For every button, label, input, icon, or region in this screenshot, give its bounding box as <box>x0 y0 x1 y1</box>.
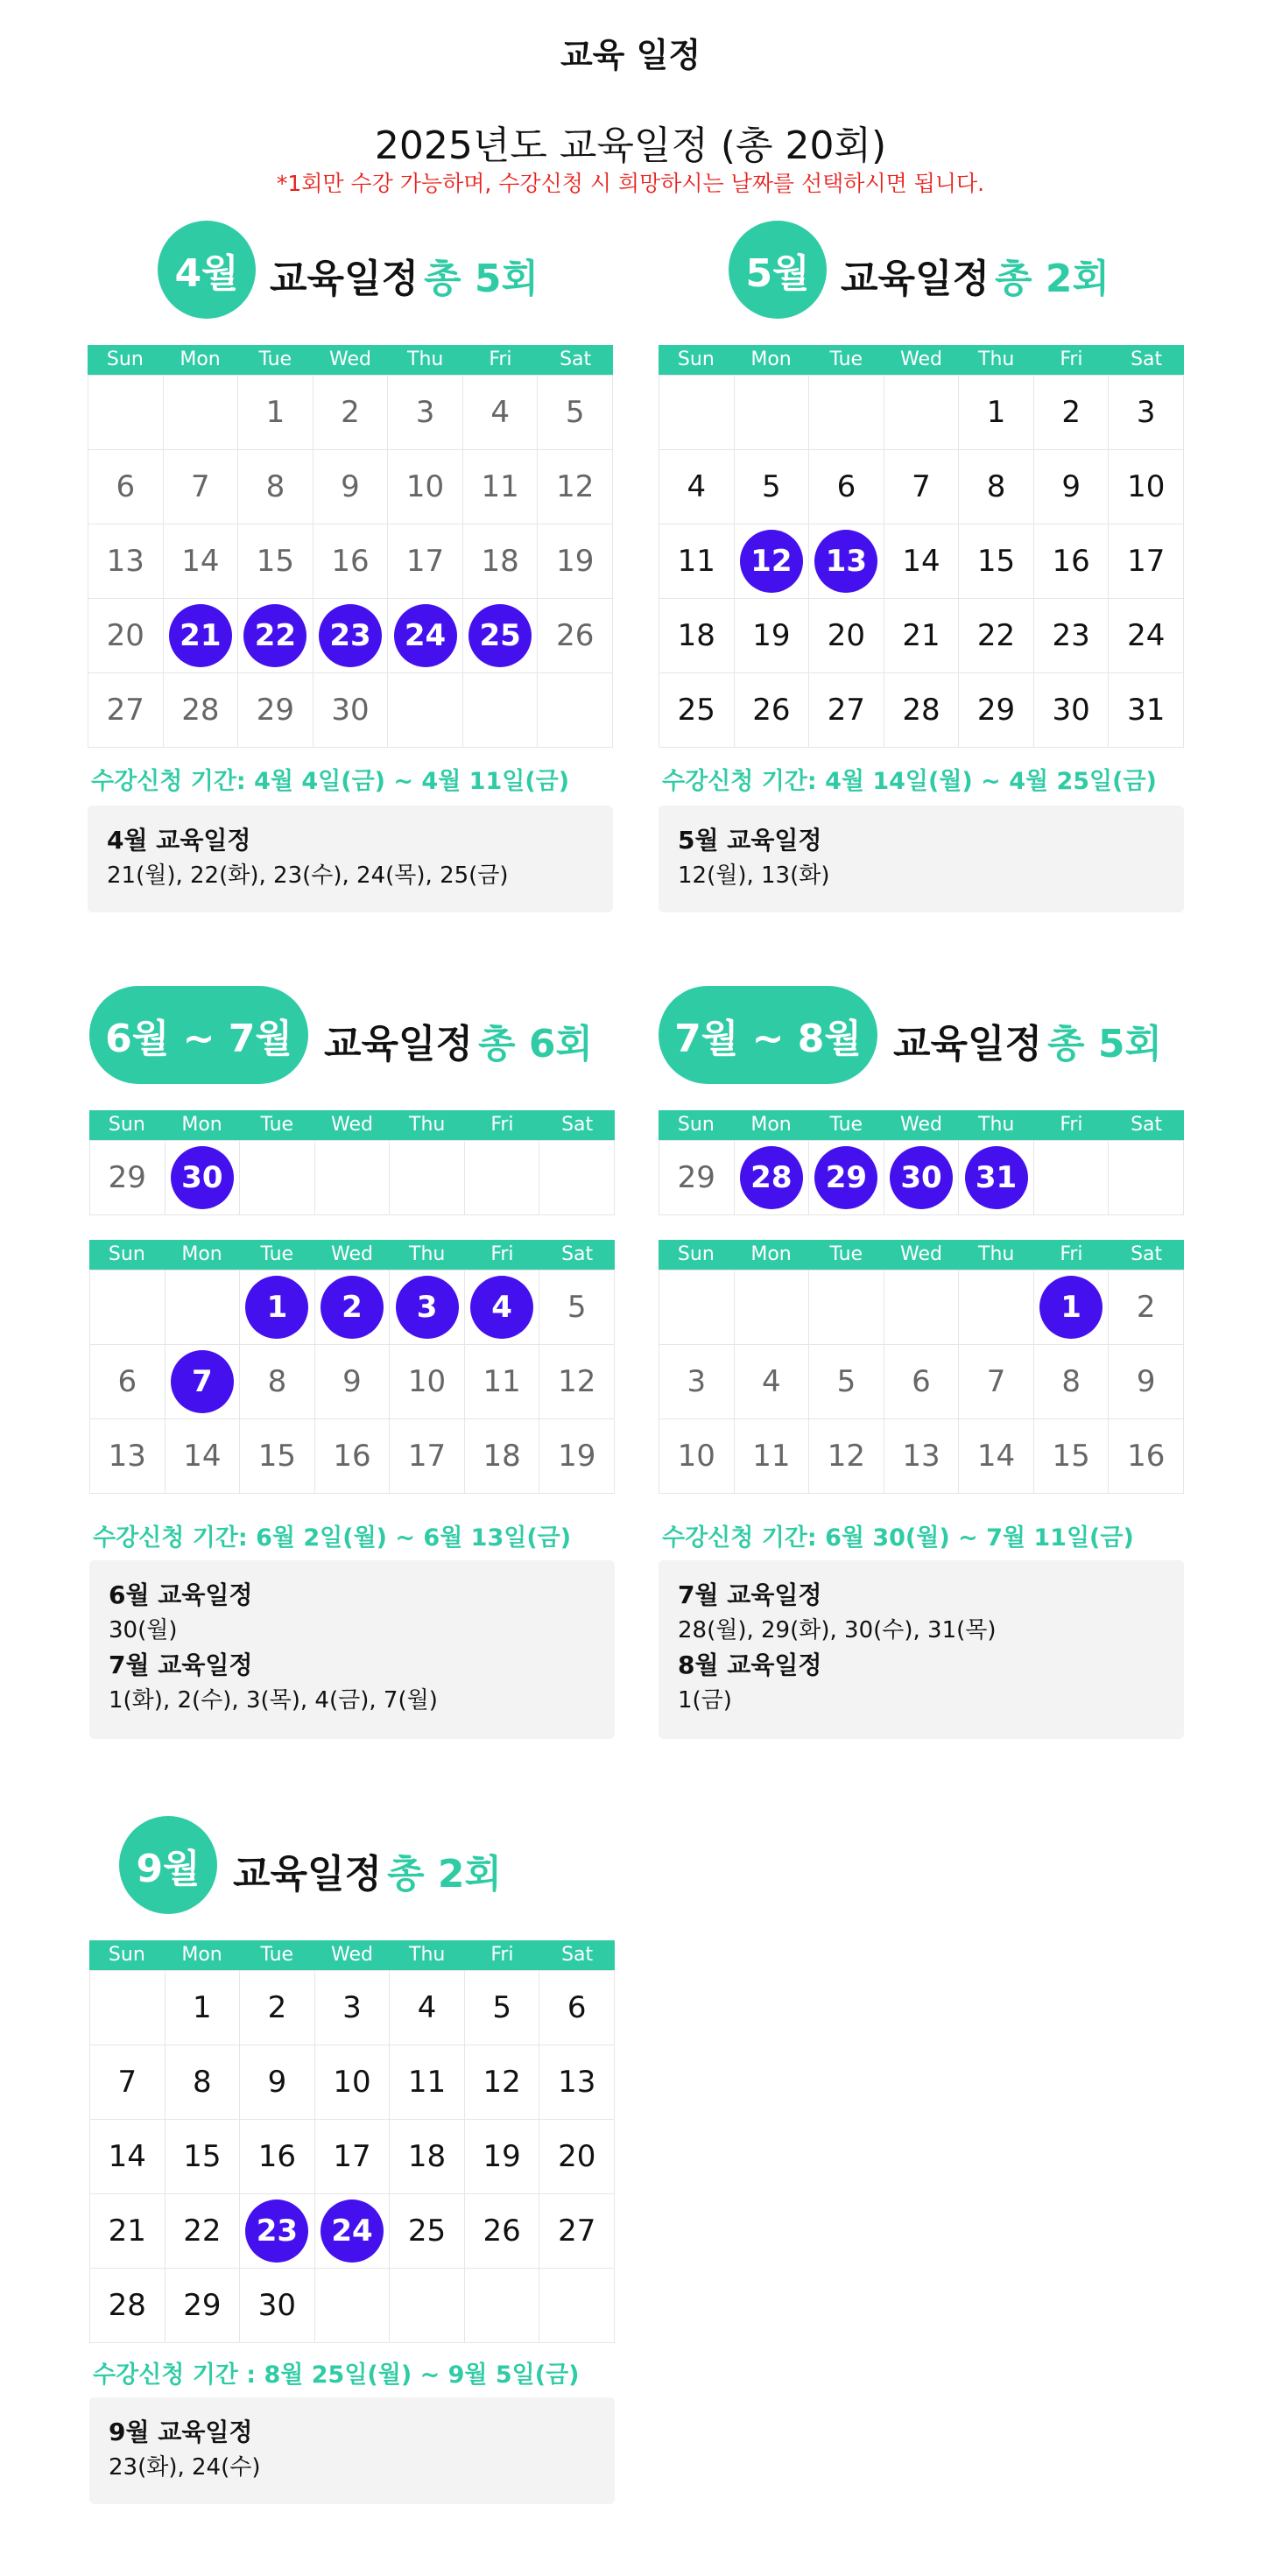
calendar-day-cell: 12 <box>809 1419 884 1494</box>
calendar-empty-cell <box>659 1270 735 1345</box>
calendar-day-cell: 29 <box>659 1141 735 1215</box>
training-day-marker: 13 <box>814 530 877 593</box>
weekday-label: Sun <box>108 1944 145 1966</box>
calendar-day-cell: 26 <box>465 2194 540 2269</box>
calendar-empty-cell <box>166 1270 241 1345</box>
schedule-dates: 30(월) <box>109 1617 178 1643</box>
calendar-day-cell: 19 <box>538 524 613 599</box>
calendar-empty-cell <box>90 1270 166 1345</box>
weekday-label: Sat <box>561 1243 594 1265</box>
calendar-day-cell: 31 <box>1109 673 1184 748</box>
calendar-day-cell: 2 <box>240 1971 315 2045</box>
calendar-day-cell: 9 <box>240 2045 315 2120</box>
calendar-empty-cell <box>390 2269 465 2343</box>
month-badge: 6월 ~ 7월 <box>89 986 308 1084</box>
calendar-day-cell: 10 <box>1109 450 1184 524</box>
calendar-day-cell: 16 <box>313 524 389 599</box>
section-heading: 교육일정 총 5회 <box>893 1022 1162 1066</box>
calendar-day-cell: 28 <box>90 2269 166 2343</box>
training-day-marker: 31 <box>965 1146 1028 1209</box>
calendar-empty-cell <box>1109 1141 1184 1215</box>
registration-period: 수강신청 기간: 6월 30(월) ~ 7월 11일(금) <box>662 1524 1134 1552</box>
weekday-label: Fri <box>490 1114 514 1136</box>
weekday-label: Sun <box>108 1114 145 1136</box>
section-june-july <box>89 986 615 1739</box>
weekday-label: Sat <box>1131 1243 1163 1265</box>
calendar-empty-cell <box>1034 1141 1110 1215</box>
weekday-label: Wed <box>331 1944 373 1966</box>
calendar-day-cell: 7 <box>90 2045 166 2120</box>
calendar-day-cell: 16 <box>315 1419 391 1494</box>
calendar-day-cell: 19 <box>735 599 810 673</box>
calendar-day-cell: 9 <box>313 450 389 524</box>
calendar-empty-cell <box>465 1141 540 1215</box>
weekday-header <box>88 345 613 375</box>
calendar-day-cell: 27 <box>539 2194 615 2269</box>
calendar-grid <box>659 375 1184 748</box>
calendar-day-cell <box>166 1141 241 1215</box>
weekday-label: Sun <box>106 348 144 370</box>
calendar-day-cell: 20 <box>809 599 884 673</box>
calendar-day-cell: 29 <box>959 673 1034 748</box>
training-day-marker: 25 <box>468 604 532 667</box>
calendar-day-cell: 21 <box>884 599 960 673</box>
calendar-day-cell: 21 <box>90 2194 166 2269</box>
calendar-day-cell: 5 <box>538 376 613 450</box>
training-day-marker: 24 <box>321 2199 384 2263</box>
calendar-day-cell: 11 <box>659 524 735 599</box>
training-day-marker: 12 <box>740 530 803 593</box>
registration-period: 수강신청 기간 : 8월 25일(월) ~ 9월 5일(금) <box>93 2361 580 2389</box>
calendar-empty-cell <box>315 2269 391 2343</box>
calendar-day-cell: 20 <box>88 599 164 673</box>
weekday-label: Sat <box>561 1944 594 1966</box>
month-badge: 5월 <box>729 221 827 319</box>
calendar-day-cell: 18 <box>659 599 735 673</box>
calendar-day-cell <box>388 599 463 673</box>
calendar-day-cell <box>463 599 539 673</box>
calendar-empty-cell <box>735 1270 810 1345</box>
page-title: 교육 일정 <box>560 36 701 74</box>
calendar-day-cell <box>238 599 313 673</box>
calendar-day-cell <box>884 1141 960 1215</box>
calendar-day-cell <box>735 1141 810 1215</box>
calendar-day-cell: 9 <box>1109 1345 1184 1419</box>
calendar-day-cell <box>164 599 239 673</box>
weekday-label: Wed <box>331 1243 373 1265</box>
calendar-day-cell: 5 <box>539 1270 615 1345</box>
calendar-day-cell: 11 <box>735 1419 810 1494</box>
calendar-day-cell: 7 <box>959 1345 1034 1419</box>
section-heading: 교육일정 총 5회 <box>270 257 539 301</box>
schedule-month-title: 5월 교육일정 <box>678 826 822 855</box>
weekday-label: Mon <box>181 1243 222 1265</box>
weekday-label: Thu <box>409 1944 446 1966</box>
calendar-day-cell <box>240 1270 315 1345</box>
section-header <box>659 221 1184 326</box>
calendar-day-cell: 1 <box>238 376 313 450</box>
calendar-day-cell: 8 <box>1034 1345 1110 1419</box>
calendar-day-cell: 3 <box>388 376 463 450</box>
session-count: 총 6회 <box>478 1022 593 1066</box>
calendar-day-cell: 5 <box>465 1971 540 2045</box>
calendar-grid <box>89 1970 615 2343</box>
calendar-empty-cell <box>809 1270 884 1345</box>
training-day-marker: 30 <box>171 1146 234 1209</box>
weekday-label: Sun <box>677 1243 715 1265</box>
calendar-day-cell: 15 <box>240 1419 315 1494</box>
schedule-dates: 21(월), 22(화), 23(수), 24(목), 25(금) <box>107 862 509 889</box>
schedule-dates: 23(화), 24(수) <box>109 2454 261 2481</box>
calendar-empty-cell <box>465 2269 540 2343</box>
calendar-day-cell: 7 <box>884 450 960 524</box>
weekday-header <box>89 1240 615 1270</box>
calendar-day-cell: 26 <box>735 673 810 748</box>
weekday-label: Fri <box>490 1944 514 1966</box>
training-day-marker: 7 <box>171 1350 234 1413</box>
training-day-marker: 29 <box>814 1146 877 1209</box>
calendar-day-cell: 2 <box>1109 1270 1184 1345</box>
training-day-marker: 23 <box>245 2199 308 2263</box>
calendar-day-cell: 28 <box>884 673 960 748</box>
calendar-day-cell: 14 <box>164 524 239 599</box>
calendar-day-cell: 17 <box>1109 524 1184 599</box>
calendar-day-cell: 10 <box>659 1419 735 1494</box>
calendar-day-cell: 20 <box>539 2120 615 2194</box>
weekday-label: Wed <box>329 348 371 370</box>
section-header <box>89 1816 615 1921</box>
month-badge: 4월 <box>158 221 256 319</box>
calendar-day-cell: 26 <box>538 599 613 673</box>
section-april <box>88 221 613 912</box>
calendar-grid <box>659 1270 1184 1494</box>
calendar-day-cell: 19 <box>465 2120 540 2194</box>
weekday-label: Tue <box>829 348 863 370</box>
weekday-label: Tue <box>260 1944 294 1966</box>
calendar-day-cell: 2 <box>313 376 389 450</box>
weekday-label: Sat <box>1131 348 1163 370</box>
calendar-day-cell <box>390 1270 465 1345</box>
calendar-grid <box>659 1140 1184 1215</box>
schedule-dates: 12(월), 13(화) <box>678 862 830 889</box>
calendar-day-cell: 30 <box>1034 673 1110 748</box>
month-badge: 7월 ~ 8월 <box>659 986 877 1084</box>
weekday-label: Thu <box>978 348 1015 370</box>
calendar-day-cell <box>465 1270 540 1345</box>
weekday-label: Thu <box>409 1243 446 1265</box>
calendar-empty-cell <box>90 1971 166 2045</box>
calendar-day-cell: 19 <box>539 1419 615 1494</box>
calendar-day-cell: 5 <box>809 1345 884 1419</box>
calendar-day-cell <box>315 1270 391 1345</box>
calendar-grid <box>89 1140 615 1215</box>
training-day-marker: 22 <box>243 604 306 667</box>
calendar-day-cell: 18 <box>465 1419 540 1494</box>
weekday-label: Fri <box>490 1243 514 1265</box>
calendar-empty-cell <box>959 1270 1034 1345</box>
calendar-day-cell <box>1034 1270 1110 1345</box>
training-day-marker: 3 <box>396 1276 459 1339</box>
schedule-info-box <box>89 1560 615 1739</box>
weekday-label: Fri <box>1060 1114 1083 1136</box>
calendar-day-cell: 11 <box>465 1345 540 1419</box>
weekday-label: Mon <box>181 1944 222 1966</box>
weekday-label: Tue <box>829 1114 863 1136</box>
schedule-month-title: 7월 교육일정 <box>678 1580 822 1609</box>
calendar-empty-cell <box>315 1141 391 1215</box>
calendar-day-cell: 15 <box>238 524 313 599</box>
calendar-empty-cell <box>539 2269 615 2343</box>
calendar-day-cell: 13 <box>884 1419 960 1494</box>
calendar-day-cell: 16 <box>240 2120 315 2194</box>
calendar-day-cell: 14 <box>166 1419 241 1494</box>
training-day-marker: 4 <box>470 1276 533 1339</box>
weekday-label: Fri <box>1060 348 1083 370</box>
weekday-label: Thu <box>978 1243 1015 1265</box>
registration-period: 수강신청 기간: 6월 2일(월) ~ 6월 13일(금) <box>93 1524 572 1552</box>
weekday-label: Wed <box>900 1243 942 1265</box>
notice-text: *1회만 수강 가능하며, 수강신청 시 희망하시는 날짜를 선택하시면 됩니다. <box>276 171 985 196</box>
calendar-empty-cell <box>735 376 810 450</box>
calendar-day-cell: 2 <box>1034 376 1110 450</box>
calendar-day-cell <box>809 1141 884 1215</box>
calendar-empty-cell <box>88 376 164 450</box>
calendar-day-cell: 5 <box>735 450 810 524</box>
weekday-label: Wed <box>900 1114 942 1136</box>
calendar-empty-cell <box>388 673 463 748</box>
calendar-day-cell: 3 <box>315 1971 391 2045</box>
calendar-day-cell: 28 <box>164 673 239 748</box>
schedule-month-title: 6월 교육일정 <box>109 1580 253 1609</box>
weekday-label: Thu <box>978 1114 1015 1136</box>
calendar-day-cell: 4 <box>659 450 735 524</box>
calendar-day-cell: 29 <box>238 673 313 748</box>
schedule-info-box <box>659 806 1184 912</box>
training-day-marker: 21 <box>169 604 232 667</box>
calendar-day-cell: 15 <box>959 524 1034 599</box>
calendar-day-cell: 24 <box>1109 599 1184 673</box>
calendar-empty-cell <box>884 1270 960 1345</box>
schedule-month-title: 4월 교육일정 <box>107 826 251 855</box>
calendar-day-cell: 15 <box>166 2120 241 2194</box>
calendar-day-cell: 30 <box>240 2269 315 2343</box>
calendar-day-cell: 12 <box>465 2045 540 2120</box>
weekday-header <box>659 1240 1184 1270</box>
calendar-day-cell: 8 <box>959 450 1034 524</box>
section-heading: 교육일정 총 2회 <box>841 257 1110 301</box>
main-title: 2025년도 교육일정 (총 20회) <box>374 123 887 168</box>
calendar-day-cell: 14 <box>90 2120 166 2194</box>
calendar-day-cell: 30 <box>313 673 389 748</box>
calendar-day-cell <box>959 1141 1034 1215</box>
calendar-day-cell: 13 <box>90 1419 166 1494</box>
calendar-empty-cell <box>463 673 539 748</box>
schedule-dates: 1(화), 2(수), 3(목), 4(금), 7(월) <box>109 1687 438 1714</box>
section-header <box>88 221 613 326</box>
month-badge: 9월 <box>119 1816 217 1914</box>
weekday-label: Sun <box>108 1243 145 1265</box>
section-header <box>659 986 1184 1091</box>
calendar-day-cell: 29 <box>90 1141 166 1215</box>
training-day-marker: 28 <box>740 1146 803 1209</box>
calendar-day-cell: 22 <box>959 599 1034 673</box>
calendar-empty-cell <box>809 376 884 450</box>
calendar-empty-cell <box>884 376 960 450</box>
schedule-month-title: 8월 교육일정 <box>678 1650 822 1679</box>
weekday-label: Mon <box>750 1114 792 1136</box>
weekday-label: Wed <box>900 348 942 370</box>
calendar-day-cell: 17 <box>390 1419 465 1494</box>
schedule-dates: 1(금) <box>678 1687 732 1714</box>
training-day-marker: 30 <box>890 1146 953 1209</box>
calendar-empty-cell <box>659 376 735 450</box>
calendar-day-cell: 14 <box>959 1419 1034 1494</box>
weekday-label: Sat <box>1131 1114 1163 1136</box>
calendar-day-cell: 6 <box>809 450 884 524</box>
calendar-day-cell <box>315 2194 391 2269</box>
session-count: 총 2회 <box>387 1852 502 1897</box>
calendar-day-cell: 18 <box>463 524 539 599</box>
registration-period: 수강신청 기간: 4월 14일(월) ~ 4월 25일(금) <box>662 768 1157 795</box>
calendar-day-cell: 17 <box>315 2120 391 2194</box>
weekday-label: Sat <box>560 348 592 370</box>
calendar-day-cell <box>809 524 884 599</box>
weekday-label: Tue <box>260 1243 294 1265</box>
calendar-day-cell: 25 <box>659 673 735 748</box>
calendar-day-cell: 18 <box>390 2120 465 2194</box>
weekday-label: Thu <box>407 348 444 370</box>
calendar-empty-cell <box>390 1141 465 1215</box>
calendar-day-cell: 12 <box>538 450 613 524</box>
calendar-empty-cell <box>538 673 613 748</box>
calendar-empty-cell <box>539 1141 615 1215</box>
weekday-label: Tue <box>829 1243 863 1265</box>
weekday-label: Thu <box>409 1114 446 1136</box>
calendar-day-cell: 15 <box>1034 1419 1110 1494</box>
calendar-day-cell <box>240 2194 315 2269</box>
calendar-day-cell: 1 <box>166 1971 241 2045</box>
weekday-label: Wed <box>331 1114 373 1136</box>
training-day-marker: 23 <box>319 604 382 667</box>
calendar-day-cell: 4 <box>735 1345 810 1419</box>
weekday-header <box>659 345 1184 375</box>
weekday-label: Mon <box>750 1243 792 1265</box>
calendar-day-cell: 13 <box>88 524 164 599</box>
calendar-day-cell: 8 <box>166 2045 241 2120</box>
calendar-day-cell: 12 <box>539 1345 615 1419</box>
weekday-label: Fri <box>1060 1243 1083 1265</box>
calendar-day-cell: 4 <box>463 376 539 450</box>
schedule-month-title: 9월 교육일정 <box>109 2418 253 2446</box>
session-count: 총 5회 <box>424 257 539 301</box>
section-july-august <box>659 986 1184 1739</box>
training-day-marker: 1 <box>245 1276 308 1339</box>
schedule-info-box <box>88 806 613 912</box>
calendar-day-cell: 7 <box>164 450 239 524</box>
calendar-grid <box>88 375 613 748</box>
schedule-info-box <box>89 2397 615 2504</box>
weekday-label: Sun <box>677 348 715 370</box>
calendar-day-cell: 6 <box>88 450 164 524</box>
calendar-day-cell: 16 <box>1109 1419 1184 1494</box>
training-day-marker: 24 <box>394 604 457 667</box>
section-may <box>659 221 1184 912</box>
calendar-day-cell: 4 <box>390 1971 465 2045</box>
registration-period: 수강신청 기간: 4월 4일(금) ~ 4월 11일(금) <box>91 768 570 795</box>
calendar-day-cell: 23 <box>1034 599 1110 673</box>
training-day-marker: 1 <box>1039 1276 1102 1339</box>
calendar-grid <box>89 1270 615 1494</box>
session-count: 총 2회 <box>995 257 1110 301</box>
calendar-day-cell <box>313 599 389 673</box>
calendar-empty-cell <box>164 376 239 450</box>
section-heading: 교육일정 총 6회 <box>324 1022 593 1066</box>
calendar-day-cell: 29 <box>166 2269 241 2343</box>
calendar-empty-cell <box>240 1141 315 1215</box>
calendar-day-cell: 8 <box>240 1345 315 1419</box>
calendar-day-cell: 13 <box>539 2045 615 2120</box>
calendar-day-cell: 9 <box>315 1345 391 1419</box>
schedule-dates: 28(월), 29(화), 30(수), 31(목) <box>678 1617 997 1643</box>
calendar-day-cell: 27 <box>88 673 164 748</box>
calendar-day-cell: 3 <box>1109 376 1184 450</box>
calendar-day-cell: 25 <box>390 2194 465 2269</box>
training-day-marker: 2 <box>321 1276 384 1339</box>
section-september <box>89 1816 615 2508</box>
weekday-header <box>89 1110 615 1140</box>
weekday-label: Mon <box>750 348 792 370</box>
calendar-day-cell: 11 <box>463 450 539 524</box>
calendar-day-cell: 6 <box>90 1345 166 1419</box>
calendar-day-cell: 1 <box>959 376 1034 450</box>
calendar-day-cell: 6 <box>884 1345 960 1419</box>
weekday-label: Tue <box>260 1114 294 1136</box>
calendar-day-cell: 10 <box>388 450 463 524</box>
weekday-label: Sat <box>561 1114 594 1136</box>
calendar-day-cell <box>735 524 810 599</box>
calendar-day-cell: 22 <box>166 2194 241 2269</box>
calendar-day-cell: 8 <box>238 450 313 524</box>
calendar-day-cell: 6 <box>539 1971 615 2045</box>
calendar-day-cell: 9 <box>1034 450 1110 524</box>
weekday-header <box>659 1110 1184 1140</box>
calendar-day-cell: 16 <box>1034 524 1110 599</box>
calendar-day-cell <box>166 1345 241 1419</box>
schedule-info-box <box>659 1560 1184 1739</box>
calendar-day-cell: 11 <box>390 2045 465 2120</box>
session-count: 총 5회 <box>1047 1022 1162 1066</box>
calendar-day-cell: 27 <box>809 673 884 748</box>
calendar-day-cell: 17 <box>388 524 463 599</box>
calendar-day-cell: 10 <box>390 1345 465 1419</box>
weekday-label: Mon <box>181 1114 222 1136</box>
weekday-label: Sun <box>677 1114 715 1136</box>
schedule-month-title: 7월 교육일정 <box>109 1650 253 1679</box>
section-header <box>89 986 615 1091</box>
calendar-day-cell: 14 <box>884 524 960 599</box>
section-heading: 교육일정 총 2회 <box>233 1852 502 1897</box>
calendar-day-cell: 10 <box>315 2045 391 2120</box>
weekday-label: Mon <box>180 348 221 370</box>
weekday-label: Fri <box>489 348 512 370</box>
weekday-label: Tue <box>258 348 292 370</box>
calendar-day-cell: 3 <box>659 1345 735 1419</box>
weekday-header <box>89 1940 615 1970</box>
